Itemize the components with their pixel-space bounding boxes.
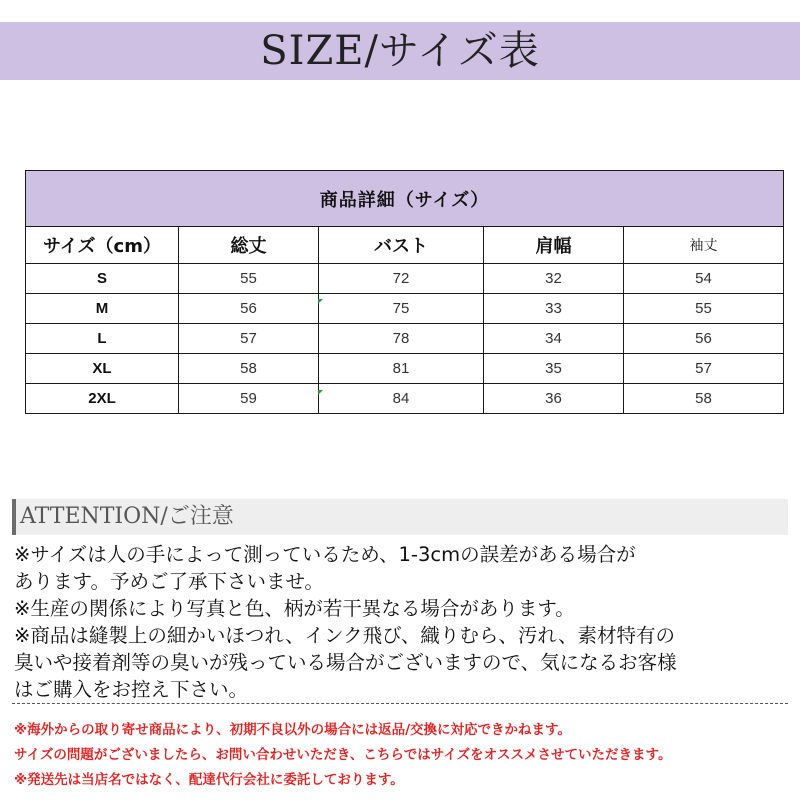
table-caption: 商品詳細（サイズ）: [26, 171, 784, 227]
footer-notes: [14, 718, 794, 793]
column-header-bust: バスト: [319, 227, 484, 264]
shoulder-cell: 36: [484, 384, 624, 414]
shoulder-cell: 33: [484, 294, 624, 324]
attention-title: ATTENTION/ご注意: [20, 504, 234, 529]
note-line: はご購入をお控え下さい。: [14, 678, 249, 701]
note-line: ※生産の関係により写真と色、柄が若干異なる場合があります。: [14, 597, 575, 620]
table-row: [26, 384, 784, 414]
column-header-length: 総丈: [179, 227, 319, 264]
length-cell: 56: [179, 294, 319, 324]
size-table: [25, 170, 784, 414]
shoulder-cell: 35: [484, 354, 624, 384]
table-caption-row: [26, 171, 784, 227]
cell-marker-icon: [318, 390, 323, 395]
bust-cell: 75: [319, 294, 484, 324]
length-cell: 58: [179, 354, 319, 384]
bust-cell: 72: [319, 264, 484, 294]
table-header-row: [26, 227, 784, 264]
size-cell: S: [26, 264, 179, 294]
cell-marker-icon: [318, 299, 323, 304]
table-row: [26, 324, 784, 354]
shoulder-cell: 32: [484, 264, 624, 294]
footer-line: ※海外からの取り寄せ商品により、初期不良以外の場合には返品/交換に対応できかねます。: [14, 722, 571, 738]
dashed-divider: [12, 703, 788, 704]
attention-notes: [14, 541, 794, 703]
sleeve-cell: 55: [624, 294, 784, 324]
table-row: [26, 264, 784, 294]
bust-cell: 78: [319, 324, 484, 354]
bust-cell: 81: [319, 354, 484, 384]
bust-cell: 84: [319, 384, 484, 414]
size-cell: M: [26, 294, 179, 324]
column-header-size: サイズ（cm）: [26, 227, 179, 264]
footer-line: ※発送先は当店名ではなく、配達代行会社に委託しております。: [14, 772, 404, 788]
size-cell: L: [26, 324, 179, 354]
size-cell: XL: [26, 354, 179, 384]
footer-line: サイズの問題がございましたら、お問い合わせいただき、こちらではサイズをオススメさせていただきます。: [14, 747, 672, 763]
note-line: ※商品は縫製上の細かいほつれ、インク飛び、織りむら、汚れ、素材特有の: [14, 624, 676, 647]
note-line: あります。予めご了承下さいませ。: [14, 570, 324, 593]
length-cell: 57: [179, 324, 319, 354]
length-cell: 59: [179, 384, 319, 414]
column-header-sleeve: 袖丈: [624, 227, 784, 264]
length-cell: 55: [179, 264, 319, 294]
sleeve-cell: 58: [624, 384, 784, 414]
sleeve-cell: 54: [624, 264, 784, 294]
note-line: ※サイズは人の手によって測っているため、1-3cmの誤差がある場合が: [14, 543, 636, 566]
note-line: 臭いや接着剤等の臭いが残っている場合がございますので、気になるお客様: [14, 651, 677, 674]
table-row: [26, 294, 784, 324]
shoulder-cell: 34: [484, 324, 624, 354]
column-header-shoulder: 肩幅: [484, 227, 624, 264]
page-title: SIZE/サイズ表: [260, 28, 540, 74]
sleeve-cell: 57: [624, 354, 784, 384]
size-cell: 2XL: [26, 384, 179, 414]
sleeve-cell: 56: [624, 324, 784, 354]
table-row: [26, 354, 784, 384]
